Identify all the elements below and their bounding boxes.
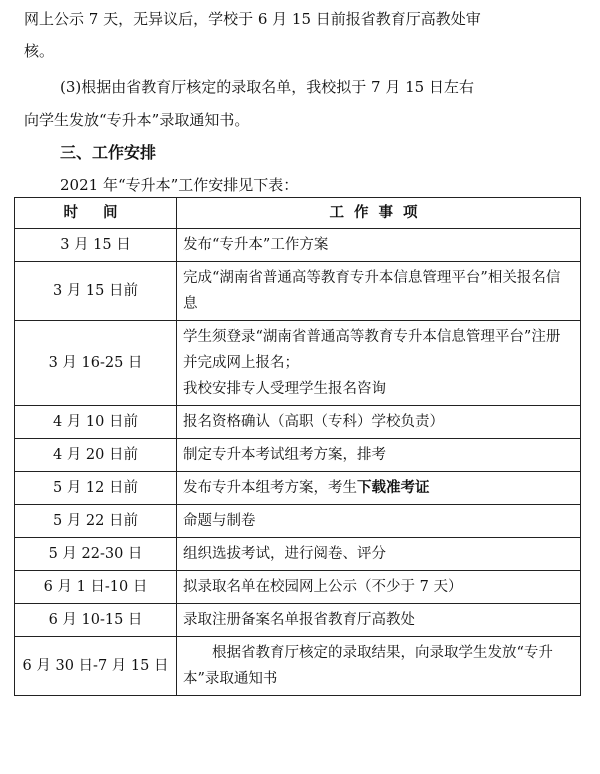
row-task: 报名资格确认（高职（专科）学校负责）	[177, 406, 581, 439]
row-time: 5 月 12 日前	[15, 472, 177, 505]
header-task: 工作事项	[177, 198, 581, 229]
table-row	[15, 406, 581, 439]
intro-line-4: 向学生发放“专升本”录取通知书。	[24, 111, 250, 129]
schedule-table	[14, 197, 581, 696]
intro-line-2: 核。	[24, 42, 55, 60]
table-row	[15, 505, 581, 538]
row-task: 组织选拔考试，进行阅卷、评分	[177, 538, 581, 571]
row-time: 5 月 22 日前	[15, 505, 177, 538]
row-task-part: 我校安排专人受理学生报名咨询	[183, 381, 386, 397]
table-row	[15, 262, 581, 321]
row-task: 制定专升本考试组考方案，排考	[177, 439, 581, 472]
table-row	[15, 439, 581, 472]
table-caption: 2021 年“专升本”工作安排见下表：	[60, 176, 299, 194]
row-task: 录取注册备案名单报省教育厅高教处	[177, 604, 581, 637]
table-row	[15, 604, 581, 637]
row-task-part: 学生须登录“湖南省普通高等教育专升本信息管理平台”注册并完成网上报名；	[183, 329, 561, 371]
row-time: 4 月 10 日前	[15, 406, 177, 439]
table-row	[15, 637, 581, 696]
table-row	[15, 321, 581, 406]
row-time: 5 月 22-30 日	[15, 538, 177, 571]
table-row	[15, 229, 581, 262]
row-time: 3 月 16-25 日	[15, 321, 177, 406]
table-row	[15, 538, 581, 571]
table-row	[15, 571, 581, 604]
section-heading: 三、工作安排	[60, 143, 157, 162]
row-task-emphasis: 下载准考证	[357, 480, 430, 496]
row-time: 6 月 30 日-7 月 15 日	[15, 637, 177, 696]
intro-line-3: (3)根据由省教育厅核定的录取名单，我校拟于 7 月 15 日左右	[60, 78, 474, 96]
row-task: 命题与制卷	[177, 505, 581, 538]
intro-line-1: 网上公示 7 天，无异议后，学校于 6 月 15 日前报省教育厅高教处审	[24, 10, 481, 28]
row-task-text: 发布专升本组考方案，考生	[183, 480, 357, 496]
row-task	[177, 472, 581, 505]
table-header-row	[15, 198, 581, 229]
row-time: 4 月 20 日前	[15, 439, 177, 472]
row-time: 6 月 1 日-10 日	[15, 571, 177, 604]
table-row	[15, 472, 581, 505]
row-task	[177, 321, 581, 406]
row-task: 根据省教育厅核定的录取结果，向录取学生发放“专升本”录取通知书	[177, 637, 581, 696]
row-task: 发布“专升本”工作方案	[177, 229, 581, 262]
row-task: 完成“湖南省普通高等教育专升本信息管理平台”相关报名信息	[177, 262, 581, 321]
row-task: 拟录取名单在校园网上公示（不少于 7 天）	[177, 571, 581, 604]
header-time: 时 间	[15, 198, 177, 229]
row-time: 6 月 10-15 日	[15, 604, 177, 637]
row-time: 3 月 15 日	[15, 229, 177, 262]
row-time: 3 月 15 日前	[15, 262, 177, 321]
